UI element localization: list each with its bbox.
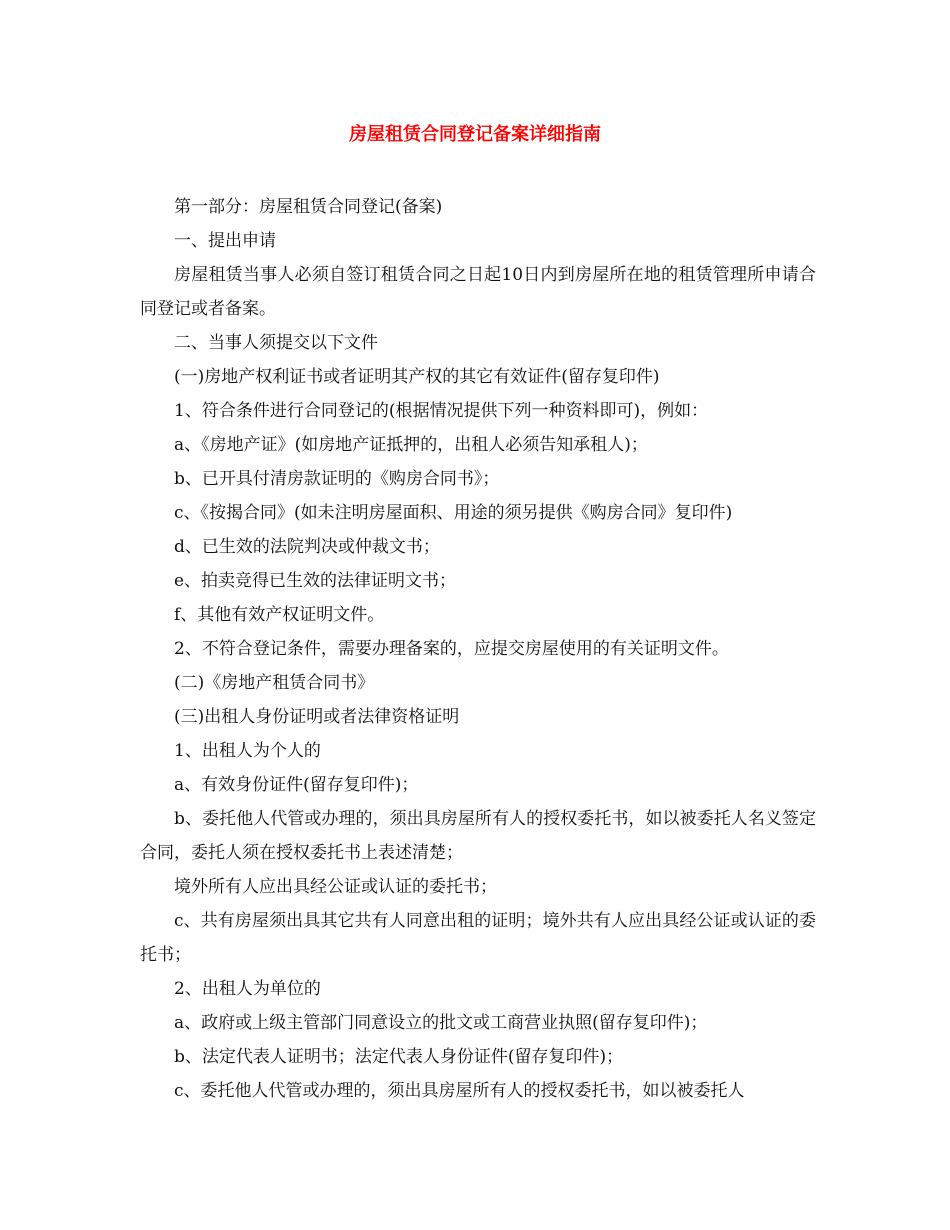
list-heading: (三)出租人身份证明或者法律资格证明 <box>174 707 460 727</box>
list-item: c、共有房屋须出具其它共有人同意出租的证明；境外共有人应出具经公证或认证的委托书； <box>140 911 816 965</box>
list-item: e、拍卖竞得已生效的法律证明文书； <box>174 571 457 591</box>
document-title: 房屋租赁合同登记备案详细指南 <box>349 124 601 145</box>
document-body <box>140 190 816 1108</box>
section-heading: 第一部分：房屋租赁合同登记(备案) <box>174 197 443 217</box>
subsection-heading: 二、当事人须提交以下文件 <box>174 333 378 353</box>
list-item: d、已生效的法院判决或仲裁文书； <box>174 537 440 557</box>
list-heading: (二)《房地产租赁合同书》 <box>174 673 375 693</box>
list-item: c、委托他人代管或办理的，须出具房屋所有人的授权委托书，如以被委托人 <box>174 1081 745 1101</box>
list-heading: (一)房地产权利证书或者证明其产权的其它有效证件(留存复印件) <box>174 367 660 387</box>
list-item: c、《按揭合同》(如未注明房屋面积、用途的须另提供《购房合同》复印件) <box>174 503 733 523</box>
list-item: 2、不符合登记条件，需要办理备案的，应提交房屋使用的有关证明文件。 <box>174 639 729 659</box>
paragraph: 房屋租赁当事人必须自签订租赁合同之日起10日内到房屋所在地的租赁管理所申请合同登记或者备案。 <box>140 265 816 319</box>
list-item: 2、出租人为单位的 <box>174 979 321 999</box>
list-item: b、委托他人代管或办理的，须出具房屋所有人的授权委托书，如以被委托人名义签定合同，委托人须在授权委托书上表述清楚； <box>140 809 816 863</box>
list-item: a、《房地产证》(如房地产证抵押的，出租人必须告知承租人)； <box>174 435 648 455</box>
list-item: 境外所有人应出具经公证或认证的委托书； <box>174 877 497 897</box>
list-item: 1、出租人为个人的 <box>174 741 321 761</box>
list-item: a、政府或上级主管部门同意设立的批文或工商营业执照(留存复印件)； <box>174 1013 708 1033</box>
list-item: b、已开具付清房款证明的《购房合同书》； <box>174 469 500 489</box>
list-item: 1、符合条件进行合同登记的(根据情况提供下列一种资料即可)，例如： <box>174 401 709 421</box>
list-item: f、其他有效产权证明文件。 <box>174 605 385 625</box>
subsection-heading: 一、提出申请 <box>174 231 276 251</box>
list-item: b、法定代表人证明书；法定代表人身份证件(留存复印件)； <box>174 1047 624 1067</box>
list-item: a、有效身份证件(留存复印件)； <box>174 775 419 795</box>
